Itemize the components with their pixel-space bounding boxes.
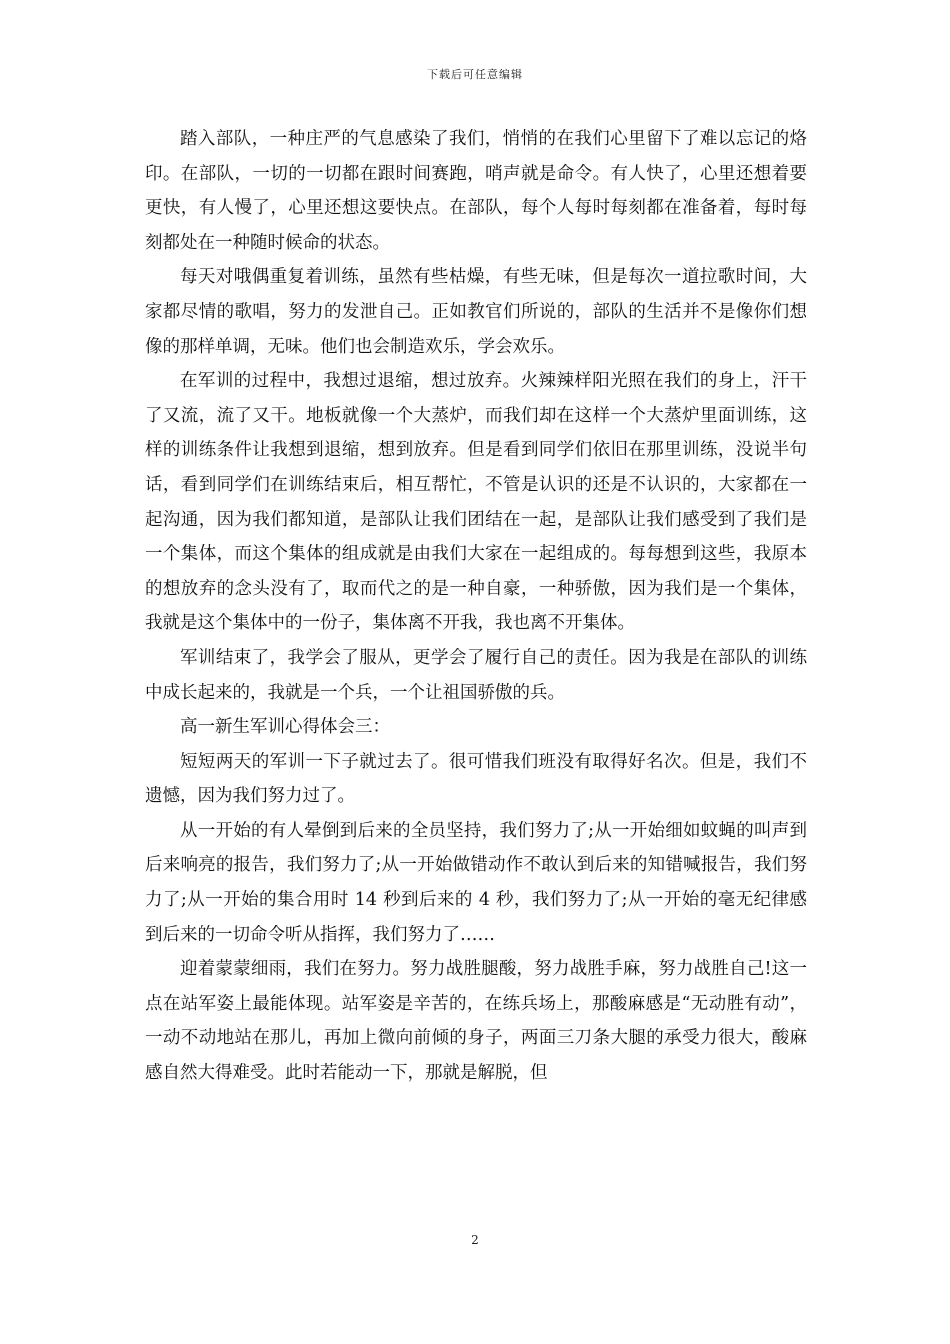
paragraph-6: 短短两天的军训一下子就过去了。很可惜我们班没有取得好名次。但是，我们不遗憾，因为我们努力过了。: [145, 751, 807, 807]
paragraph-7: 从一开始的有人晕倒到后来的全员坚持，我们努力了;从一开始细如蚊蝇的叫声到后来响亮的报告，我们努力了;从一开始做错动作不敢认到后来的知错喊报告，我们努力了;从一开始的集合用时 14 秒到后来的 4 秒，我们努力了;从一开始的毫无纪律感到后来的一切命令听从指挥，我们努力了……: [145, 820, 807, 945]
paragraph-1: 踏入部队，一种庄严的气息感染了我们，悄悄的在我们心里留下了难以忘记的烙印。在部队，一切的一切都在跟时间赛跑，哨声就是命令。有人快了，心里还想着要更快，有人慢了，心里还想这要快点。在部队，每个人每时每刻都在准备着，每时每刻都处在一种随时候命的状态。: [145, 129, 807, 253]
document-body: [145, 122, 807, 1091]
paragraph-4: 军训结束了，我学会了服从，更学会了履行自己的责任。因为我是在部队的训练中成长起来的，我就是一个兵，一个让祖国骄傲的兵。: [145, 647, 807, 703]
page-header-note: 下载后可任意编辑: [427, 68, 523, 81]
section-heading: 高一新生军训心得体会三：: [180, 717, 390, 738]
paragraph-8: 迎着蒙蒙细雨，我们在努力。努力战胜腿酸，努力战胜手麻，努力战胜自己!这一点在站军姿上最能体现。站军姿是辛苦的，在练兵场上，那酸麻感是“无动胜有动”，一动不动地站在那儿，再加上微向前倾的身子，两面三刀条大腿的承受力很大，酸麻感自然大得难受。此时若能动一下，那就是解脱，但: [145, 959, 807, 1084]
paragraph-2: 每天对哦偶重复着训练，虽然有些枯燥，有些无味，但是每次一道拉歌时间，大家都尽情的歌唱，努力的发泄自己。正如教官们所说的，部队的生活并不是像你们想像的那样单调，无味。他们也会制造欢乐，学会欢乐。: [145, 267, 807, 357]
paragraph-3: 在军训的过程中，我想过退缩，想过放弃。火辣辣样阳光照在我们的身上，汗干了又流，流了又干。地板就像一个大蒸炉，而我们却在这样一个大蒸炉里面训练，这样的训练条件让我想到退缩，想到放弃。但是看到同学们依旧在那里训练，没说半句话，看到同学们在训练结束后，相互帮忙，不管是认识的还是不认识的，大家都在一起沟通，因为我们都知道，是部队让我们团结在一起，是部队让我们感受到了我们是一个集体，而这个集体的组成就是由我们大家在一起组成的。每每想到这些，我原本的想放弃的念头没有了，取而代之的是一种自豪，一种骄傲，因为我们是一个集体，我就是这个集体中的一份子，集体离不开我，我也离不开集体。: [145, 371, 807, 634]
page-number: 2: [471, 1233, 479, 1247]
